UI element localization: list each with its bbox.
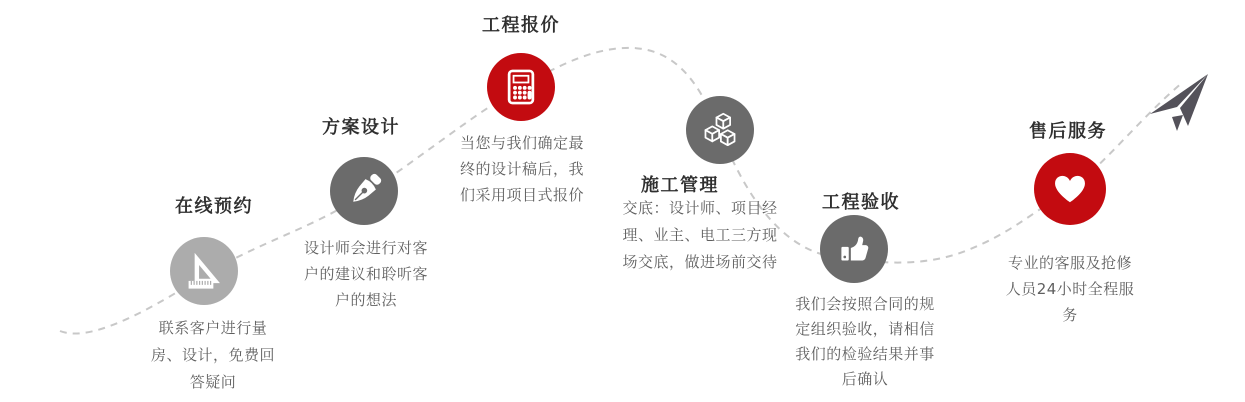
step-description-plan-design bbox=[286, 235, 446, 313]
step-description-construction-management bbox=[612, 195, 788, 276]
description-line: 理、业主、电工三方现 bbox=[622, 226, 778, 244]
step-title-project-quotation: 工程报价 bbox=[482, 15, 560, 36]
description-line: 定组织验收，请相信 bbox=[795, 320, 935, 338]
step-circle-construction-management bbox=[686, 96, 754, 164]
step-title-after-sales-service: 售后服务 bbox=[1029, 121, 1107, 142]
description-line: 户的建议和聆听客 bbox=[303, 265, 428, 283]
description-line: 设计师会进行对客 bbox=[303, 239, 428, 257]
step-title-construction-management: 施工管理 bbox=[641, 175, 719, 196]
description-line: 场交底，做进场前交待 bbox=[622, 253, 778, 271]
set-square-icon bbox=[182, 249, 226, 293]
description-line: 我们会按照合同的规 bbox=[795, 295, 935, 313]
description-line: 联系客户进行量 bbox=[158, 319, 268, 337]
description-line: 人员24小时全程服 bbox=[1005, 280, 1135, 298]
description-line: 房、设计，免费回 bbox=[150, 346, 275, 364]
step-description-after-sales-service bbox=[990, 250, 1150, 328]
description-line: 我们的检验结果并事 bbox=[795, 345, 935, 363]
step-circle-online-reservation bbox=[170, 237, 238, 305]
description-line: 专业的客服及抢修 bbox=[1007, 254, 1132, 272]
step-description-project-acceptance bbox=[785, 292, 945, 392]
heart-icon bbox=[1047, 166, 1093, 212]
description-line: 当您与我们确定最 bbox=[459, 134, 584, 152]
cubes-icon bbox=[698, 108, 742, 152]
step-circle-project-acceptance bbox=[820, 215, 888, 283]
description-line: 们采用项目式报价 bbox=[459, 186, 584, 204]
step-title-project-acceptance: 工程验收 bbox=[822, 192, 900, 213]
step-description-online-reservation bbox=[133, 315, 293, 396]
thumbs-up-icon bbox=[833, 228, 875, 270]
description-line: 户的想法 bbox=[334, 291, 397, 309]
pen-nib-icon bbox=[343, 170, 385, 212]
step-circle-plan-design bbox=[330, 157, 398, 225]
description-line: 终的设计稿后，我 bbox=[459, 160, 584, 178]
step-circle-after-sales-service bbox=[1034, 153, 1106, 225]
step-circle-project-quotation bbox=[487, 53, 555, 121]
calculator-icon bbox=[500, 66, 542, 108]
paper-plane-icon bbox=[1150, 74, 1208, 131]
description-line: 交底：设计师、项目经 bbox=[622, 199, 778, 217]
step-description-project-quotation bbox=[442, 130, 602, 208]
step-title-plan-design: 方案设计 bbox=[322, 117, 400, 138]
description-line: 答疑问 bbox=[189, 373, 237, 391]
step-title-online-reservation: 在线预约 bbox=[175, 196, 253, 217]
description-line: 后确认 bbox=[841, 370, 889, 388]
description-line: 务 bbox=[1062, 306, 1078, 324]
